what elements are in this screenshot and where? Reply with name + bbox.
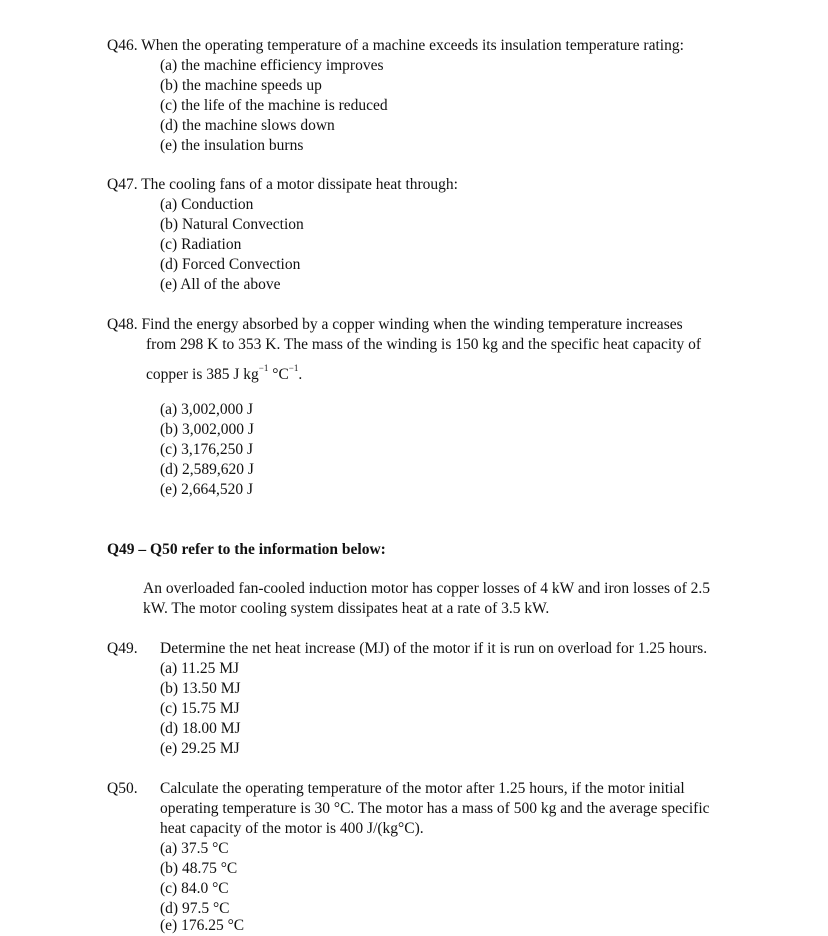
q50-option-e: (e) 176.25 °C — [160, 917, 245, 934]
q50-option-a: (a) 37.5 °C — [160, 840, 229, 857]
q50-option-d: (d) 97.5 °C — [160, 900, 230, 917]
q49-option-d: (d) 18.00 MJ — [160, 720, 241, 737]
q47-option-e: (e) All of the above — [160, 276, 281, 293]
q48-exponent-1: −1 — [258, 363, 269, 373]
q48-option-c: (c) 3,176,250 J — [160, 441, 253, 458]
q48-stem-line1: Q48. Find the energy absorbed by a copper winding when the winding temperature increases — [107, 316, 683, 333]
q46-stem: Q46. When the operating temperature of a machine exceeds its insulation temperature rating: — [107, 37, 684, 54]
q47-stem: Q47. The cooling fans of a motor dissipate heat through: — [107, 176, 458, 193]
info-line1: An overloaded fan-cooled induction motor has copper losses of 4 kW and iron losses of 2.5 — [143, 580, 711, 597]
q46-option-c: (c) the life of the machine is reduced — [160, 97, 388, 114]
q46-option-d: (d) the machine slows down — [160, 117, 335, 134]
q48-stem-line3 — [146, 360, 302, 385]
q50-number: Q50. — [107, 780, 138, 797]
q49-number: Q49. — [107, 640, 138, 657]
q48-unit-celsius: °C — [268, 366, 289, 384]
q49-stem: Determine the net heat increase (MJ) of the motor if it is run on overload for 1.25 hours. — [160, 640, 708, 657]
q49-option-c: (c) 15.75 MJ — [160, 700, 240, 717]
q49-option-e: (e) 29.25 MJ — [160, 740, 240, 757]
q47-option-a: (a) Conduction — [160, 196, 254, 213]
q49-option-b: (b) 13.50 MJ — [160, 680, 241, 697]
q47-option-c: (c) Radiation — [160, 236, 242, 253]
info-heading: Q49 – Q50 refer to the information below: — [107, 541, 386, 558]
q50-stem-line2: operating temperature is 30 °C. The motor has a mass of 500 kg and the average specific — [160, 800, 710, 817]
q48-option-b: (b) 3,002,000 J — [160, 421, 254, 438]
q47-option-b: (b) Natural Convection — [160, 216, 304, 233]
info-line2: kW. The motor cooling system dissipates heat at a rate of 3.5 kW. — [143, 600, 550, 617]
q48-exponent-2: −1 — [288, 363, 299, 373]
q46-option-a: (a) the machine efficiency improves — [160, 57, 384, 74]
q50-stem-line1: Calculate the operating temperature of the motor after 1.25 hours, if the motor initial — [160, 780, 685, 797]
q46-option-b: (b) the machine speeds up — [160, 77, 322, 94]
q48-option-d: (d) 2,589,620 J — [160, 461, 254, 478]
q47-option-d: (d) Forced Convection — [160, 256, 301, 273]
q50-option-b: (b) 48.75 °C — [160, 860, 238, 877]
q50-stem-line3: heat capacity of the motor is 400 J/(kg°C). — [160, 820, 424, 837]
q48-option-e: (e) 2,664,520 J — [160, 481, 253, 498]
q46-option-e: (e) the insulation burns — [160, 137, 304, 154]
q48-period: . — [298, 366, 303, 384]
q48-option-a: (a) 3,002,000 J — [160, 401, 253, 418]
q49-option-a: (a) 11.25 MJ — [160, 660, 240, 677]
q48-stem-line2: from 298 K to 353 K. The mass of the winding is 150 kg and the specific heat capacity of — [146, 336, 702, 353]
q48-stem-line3-text: copper is 385 J kg — [146, 366, 259, 384]
q50-option-c: (c) 84.0 °C — [160, 880, 229, 897]
